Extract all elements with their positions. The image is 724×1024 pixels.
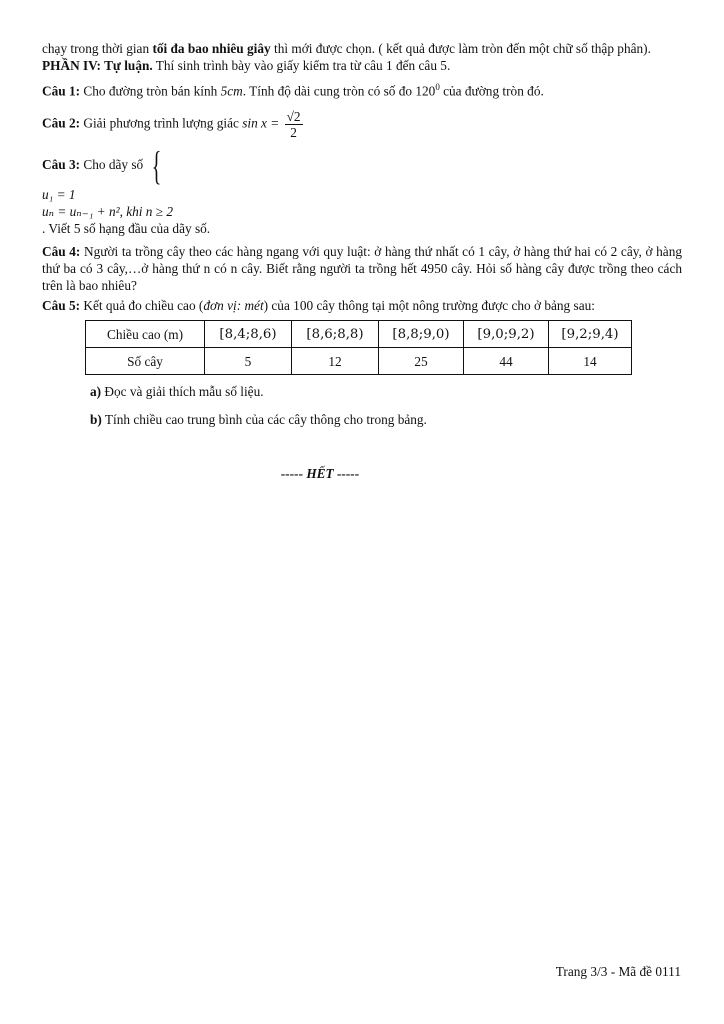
q3-text-after: . Viết 5 số hạng đầu của dãy số. (42, 221, 211, 237)
section-label: PHẦN IV: Tự luận. (42, 58, 153, 73)
q2-lhs: sin x = (242, 115, 280, 131)
table-header-count: Số cây (86, 348, 205, 375)
intro-text-a: chạy trong thời gian (42, 41, 153, 56)
q5-unit: đơn vị: mét (203, 298, 264, 314)
q2-denominator: 2 (290, 125, 297, 141)
q1-angle: 120 (415, 83, 436, 99)
table-cell-interval: [9,0;9,2) (464, 321, 549, 348)
q5-part-b (90, 411, 682, 428)
q1-text-b: . Tính độ dài cung tròn có số đo (242, 83, 416, 99)
table-cell-interval: [8,4;8,6) (205, 321, 292, 348)
table-cell-count: 44 (464, 348, 549, 375)
q5-text-a: Kết quả đo chiều cao ( (80, 298, 204, 314)
table-cell-count: 5 (205, 348, 292, 375)
q3-row-1: u₁ = 1 (42, 187, 76, 203)
exam-page (42, 40, 682, 428)
q1-angle-degree: 0 (435, 82, 440, 92)
table-cell-interval: [8,8;9,0) (379, 321, 464, 348)
height-table (85, 320, 632, 375)
intro-paragraph (42, 40, 682, 57)
q2-numerator: √2 (286, 109, 301, 125)
q5-b-text: Tính chiều cao trung bình của các cây thông cho trong bảng. (101, 412, 427, 428)
q2-text: Giải phương trình lượng giác (80, 115, 243, 131)
table-cell-interval: [8,6;8,8) (292, 321, 379, 348)
table-cell-count: 14 (549, 348, 632, 375)
q1-radius: 5cm (220, 83, 243, 99)
q2-fraction (285, 109, 303, 140)
intro-emphasis: tối đa bao nhiêu giây (152, 41, 271, 56)
question-1 (42, 79, 682, 99)
q4-text: Người ta trồng cây theo các hàng ngang với quy luật: ở hàng thứ nhất có 1 cây, ở hàng thứ hai có 2 cây, ở hàng thứ ba có 3 cây,…ở hàng thứ n có n cây. Biết rằng người ta trồng hết 4950 cây. Hỏi số hàng cây được trồng theo cách trên là bao nhiêu? (42, 244, 683, 294)
table-row (86, 348, 632, 375)
q3-brace: { (151, 143, 161, 189)
question-2 (42, 109, 682, 140)
q5-b-label: b) (90, 412, 102, 428)
q3-label: Câu 3: (42, 157, 81, 173)
question-5 (42, 297, 682, 314)
q1-text-c: của đường tròn đó. (439, 83, 544, 99)
intro-text-c: thì mới được chọn. ( kết quả được làm tròn đến một chữ số thập phân). (270, 41, 651, 56)
page-footer: Trang 3/3 - Mã đề 0111 (555, 964, 681, 979)
table-row (86, 321, 632, 348)
end-marker: ----- HẾT ----- (280, 466, 360, 481)
q3-row-2: uₙ = uₙ₋₁ + n², khi n ≥ 2 (42, 204, 174, 220)
section-text: Thí sinh trình bày vào giấy kiểm tra từ câu 1 đến câu 5. (152, 58, 451, 73)
q3-text: Cho dãy số (80, 157, 147, 173)
table-cell-interval: [9,2;9,4) (549, 321, 632, 348)
table-cell-count: 12 (292, 348, 379, 375)
table-cell-count: 25 (379, 348, 464, 375)
q4-label: Câu 4: (42, 244, 81, 260)
question-3 (42, 143, 682, 189)
table-header-height: Chiều cao (m) (86, 321, 205, 348)
q5-a-label: a) (90, 384, 102, 400)
q5-part-a (90, 383, 682, 400)
q2-label: Câu 2: (42, 115, 81, 131)
q5-label: Câu 5: (42, 298, 81, 314)
q1-text-a: Cho đường tròn bán kính (80, 83, 221, 99)
q5-a-text: Đọc và giải thích mẫu số liệu. (101, 384, 264, 400)
question-4 (42, 243, 682, 294)
q1-label: Câu 1: (42, 83, 81, 99)
q5-text-b: ) của 100 cây thông tại một nông trường được cho ở bảng sau: (263, 298, 595, 314)
section-heading (42, 57, 682, 74)
